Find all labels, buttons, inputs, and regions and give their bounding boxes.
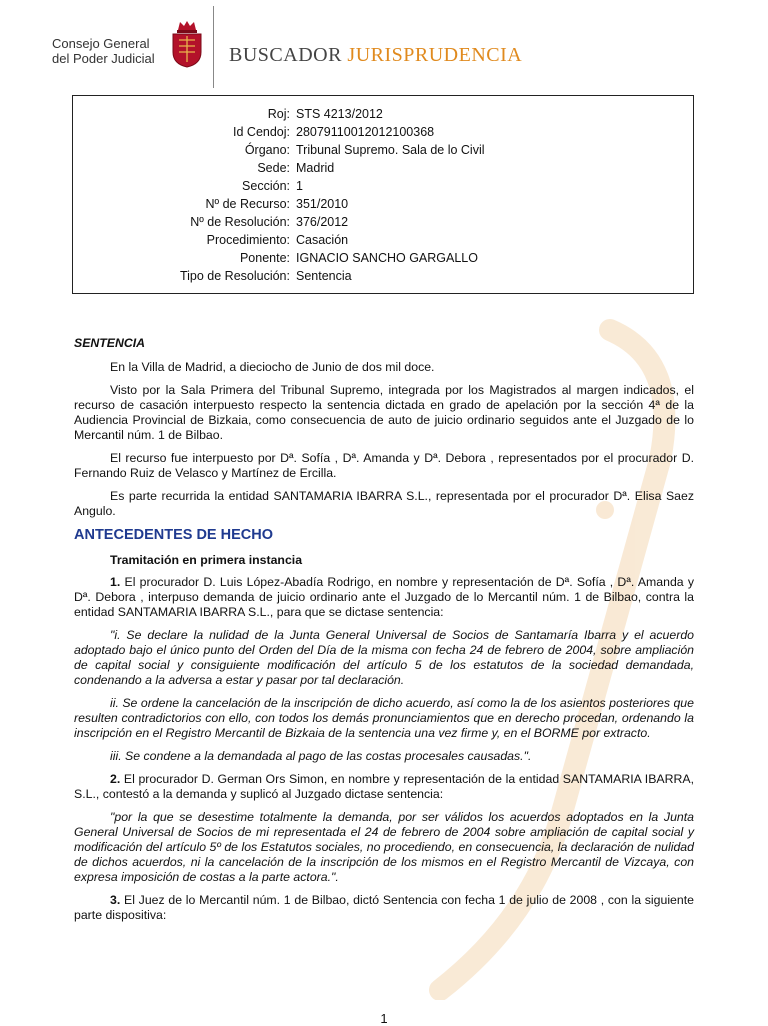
- meta-row-sede: [73, 159, 695, 177]
- quoted-paragraph: iii. Se condene a la demandada al pago de las costas procesales causadas.".: [110, 749, 532, 763]
- cgpj-logo-text: [52, 36, 155, 66]
- antecedentes-heading: ANTECEDENTES DE HECHO: [74, 527, 273, 543]
- meta-label: Nº de Recurso:: [205, 197, 290, 211]
- header-divider: [213, 6, 214, 88]
- buscador-title: [229, 44, 522, 67]
- meta-label: Órgano:: [244, 143, 290, 157]
- numbered-paragraph: [74, 772, 694, 802]
- paragraph: Visto por la Sala Primera del Tribunal Supremo, integrada por los Magistrados al margen indicados, el recurso de casación interpuesto respecto la sentencia dictada en grado de apelación por la sección 4ª de la Audiencia Provincial de Bizkaia, como consecuencia de auto de juicio ordinario seguidos ante el Juzgado de lo Mercantil núm. 1 de Bilbao.: [74, 383, 694, 442]
- paragraph-text: El procurador D. German Ors Simon, en nombre y representación de la entidad SANTAMARIA IBARRA, S.L., contestó a la demanda y suplicó al Juzgado dictase sentencia:: [74, 772, 694, 801]
- meta-label: Sede:: [257, 161, 290, 175]
- meta-label: Procedimiento:: [206, 233, 290, 247]
- meta-value: 28079110012012100368: [296, 125, 435, 139]
- meta-row-resolucion: [73, 213, 695, 231]
- meta-label: Ponente:: [239, 251, 290, 265]
- paragraph: El recurso fue interpuesto por Dª. Sofía , Dª. Amanda y Dª. Debora , representados por el procurador D. Fernando Ruiz de Velasco y Martínez de Ercilla.: [74, 451, 694, 480]
- meta-label: Sección:: [242, 179, 290, 193]
- numbered-paragraph: [74, 575, 694, 620]
- meta-row-recurso: [73, 195, 695, 213]
- crest-shield-icon: [170, 20, 204, 68]
- meta-value: Sentencia: [296, 269, 352, 283]
- meta-row-organo: [73, 141, 695, 159]
- meta-row-roj: [73, 105, 695, 123]
- page-header: [0, 0, 768, 92]
- meta-row-procedimiento: [73, 231, 695, 249]
- paragraph-text: El procurador D. Luis López-Abadía Rodrigo, en nombre y representación de Dª. Sofía , Dª. Amanda y Dª. Debora , interpuso demanda de juicio ordinario ante el Juzgado de lo Mercantil núm. 1 de Bilbao, contra la entidad SANTAMARIA IBARRA S.L., para que se dictase sentencia:: [74, 575, 694, 619]
- paragraph-number: 2.: [110, 772, 121, 786]
- metadata-box: [72, 95, 694, 294]
- page-number: 1: [380, 1011, 388, 1026]
- buscador-word: BUSCADOR: [229, 44, 342, 66]
- meta-value: 1: [296, 179, 303, 193]
- tramitacion-heading: Tramitación en primera instancia: [110, 553, 303, 567]
- meta-value: 376/2012: [296, 215, 349, 229]
- sentencia-heading: SENTENCIA: [74, 336, 146, 350]
- jurisprudencia-word: JURISPRUDENCIA: [347, 44, 523, 66]
- meta-label: Tipo de Resolución:: [179, 269, 290, 283]
- meta-row-seccion: [73, 177, 695, 195]
- meta-label: Nº de Resolución:: [190, 215, 290, 229]
- meta-value: 351/2010: [296, 197, 349, 211]
- meta-value: IGNACIO SANCHO GARGALLO: [296, 251, 478, 265]
- paragraph-number: 1.: [110, 575, 121, 589]
- paragraph-text: El Juez de lo Mercantil núm. 1 de Bilbao, dictó Sentencia con fecha 1 de julio de 2008 , con la siguiente parte dispositiva:: [74, 893, 694, 922]
- org-line1: Consejo General: [52, 36, 150, 51]
- org-line2: del Poder Judicial: [52, 51, 155, 66]
- meta-value: STS 4213/2012: [296, 107, 383, 121]
- paragraph: En la Villa de Madrid, a dieciocho de Junio de dos mil doce.: [110, 360, 435, 374]
- meta-value: Tribunal Supremo. Sala de lo Civil: [296, 143, 485, 157]
- document-body: [74, 336, 694, 931]
- paragraph-number: 3.: [110, 893, 121, 907]
- quoted-paragraph: "por la que se desestime totalmente la demanda, por ser válidos los acuerdos adoptados en la Junta General Universal de Socios de mi representada el 24 de febrero de 2004 sobre ampliación de capital social y modificación del artículo 5º de los Estatutos sociales, no procediendo, en consecuencia, la declaración de nulidad de dichos acuerdos, ni la cancelación de la inscripción de los mismos en el Registro Mercantil de Vizcaya, con expresa imposición de costas a la parte actora.".: [74, 810, 694, 884]
- paragraph: Es parte recurrida la entidad SANTAMARIA IBARRA S.L., representada por el procurador Dª. Elisa Saez Angulo.: [74, 489, 694, 518]
- meta-row-id-cendoj: [73, 123, 695, 141]
- meta-row-ponente: [73, 249, 695, 267]
- meta-value: Casación: [296, 233, 349, 247]
- meta-row-tipo: [73, 267, 695, 285]
- meta-value: Madrid: [296, 161, 335, 175]
- meta-label: Id Cendoj:: [233, 125, 290, 139]
- numbered-paragraph: [74, 893, 694, 923]
- meta-label: Roj:: [267, 107, 290, 121]
- quoted-paragraph: "i. Se declare la nulidad de la Junta General Universal de Socios de Santamaría Ibarra y el acuerdo adoptado bajo el único punto del Orden del Día de la misma con fecha 24 de febrero de 2004, sobre ampliación de capital social y consiguiente modificación del artículo 5 de los estatutos de la sociedad demandada, condenando a la adversa a estar y pasar por tal declaración.: [74, 628, 694, 687]
- quoted-paragraph: ii. Se ordene la cancelación de la inscripción de dicho acuerdo, así como la de los asientos posteriores que resulten contradictorios con ello, con todos los demás pronunciamientos que en derecho procedan, ordenando la inscripción en el Registro Mercantil de Bizkaia de la sentencia una vez firme y, en el BORME por extracto.: [74, 696, 694, 740]
